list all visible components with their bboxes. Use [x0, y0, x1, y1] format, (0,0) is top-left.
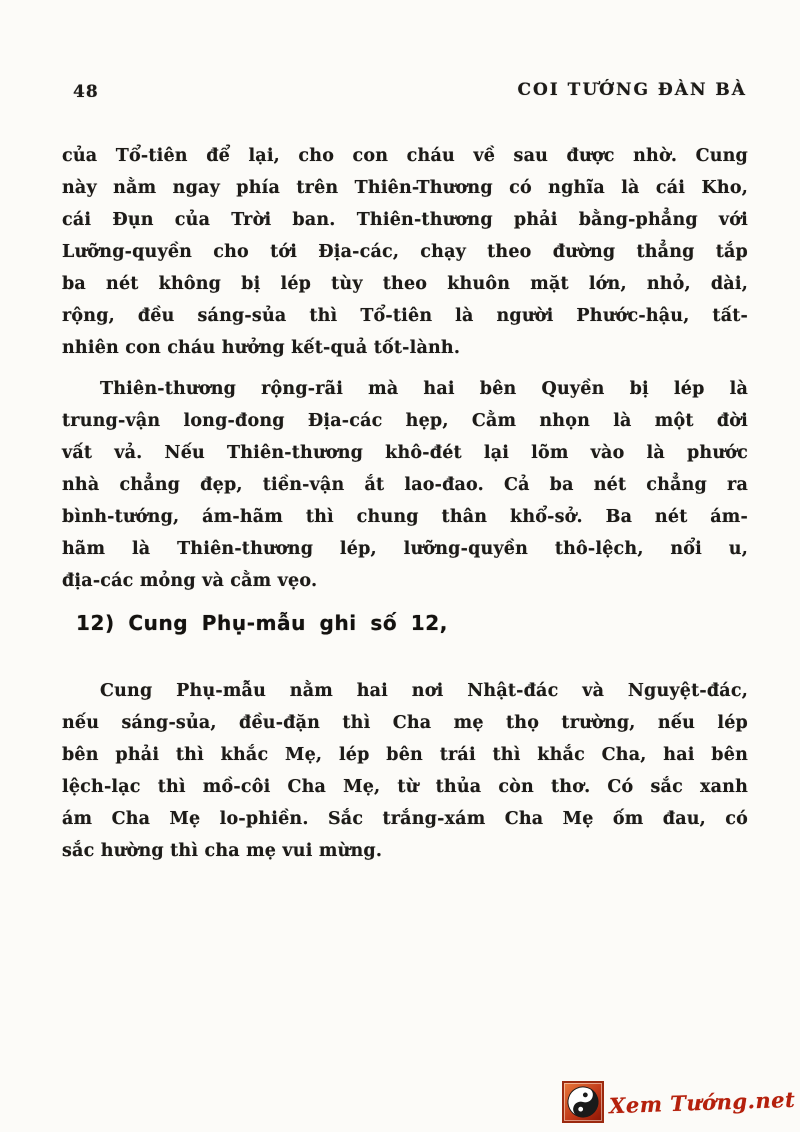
text-line: địa-các mỏng và cằm vẹo. — [62, 571, 318, 591]
text-line: ám Cha Mẹ lo-phiền. Sắc trắng-xám Cha Mẹ ốm đau, có — [62, 809, 748, 829]
running-title: COI TƯỚNG ĐÀN BÀ — [517, 80, 747, 100]
text-line: bình-tướng, ám-hãm thì chung thân khổ-sở. Ba nét ám- — [62, 507, 748, 527]
text-line: bên phải thì khắc Mẹ, lép bên trái thì khắc Cha, hai bên — [62, 745, 748, 765]
watermark-site-label: Xem Tướng.net — [608, 1086, 796, 1118]
text-line: vất vả. Nếu Thiên-thương khô-đét lại lõm vào là phước — [62, 443, 748, 463]
text-line: nếu sáng-sủa, đều-đặn thì Cha mẹ thọ trường, nếu lép — [62, 713, 748, 733]
text-line: rộng, đều sáng-sủa thì Tổ-tiên là người Phước-hậu, tất- — [62, 306, 748, 326]
watermark — [562, 1081, 795, 1123]
paragraph-3 — [62, 675, 748, 867]
paragraph-2 — [62, 373, 748, 597]
yin-yang-icon — [562, 1081, 604, 1123]
text-line: sắc hường thì cha mẹ vui mừng. — [62, 841, 383, 861]
section-heading: 12) Cung Phụ-mẫu ghi số 12, — [76, 611, 448, 635]
text-line: Cung Phụ-mẫu nằm hai nơi Nhật-đác và Nguyệt-đác, — [100, 681, 748, 701]
text-line: này nằm ngay phía trên Thiên-Thương có nghĩa là cái Kho, — [62, 178, 748, 198]
page-number: 48 — [73, 82, 99, 102]
text-line: nhiên con cháu hưởng kết-quả tốt-lành. — [62, 338, 461, 358]
text-line: Lưỡng-quyền cho tới Địa-các, chạy theo đường thẳng tắp — [62, 242, 748, 262]
text-line: cái Đụn của Trời ban. Thiên-thương phải bằng-phẳng với — [62, 210, 748, 230]
text-line: lệch-lạc thì mồ-côi Cha Mẹ, từ thủa còn thơ. Có sắc xanh — [62, 777, 748, 797]
paragraph-1 — [62, 140, 748, 364]
text-line: Thiên-thương rộng-rãi mà hai bên Quyền bị lép là — [100, 379, 748, 399]
text-line: hãm là Thiên-thương lép, lưỡng-quyền thô-lệch, nổi u, — [62, 539, 748, 559]
text-line: của Tổ-tiên để lại, cho con cháu về sau được nhờ. Cung — [62, 146, 748, 166]
text-line: ba nét không bị lép tùy theo khuôn mặt lớn, nhỏ, dài, — [62, 274, 748, 294]
text-line: trung-vận long-đong Địa-các hẹp, Cằm nhọn là một đời — [62, 411, 748, 431]
text-line: nhà chẳng đẹp, tiền-vận ắt lao-đao. Cả ba nét chẳng ra — [62, 475, 748, 495]
